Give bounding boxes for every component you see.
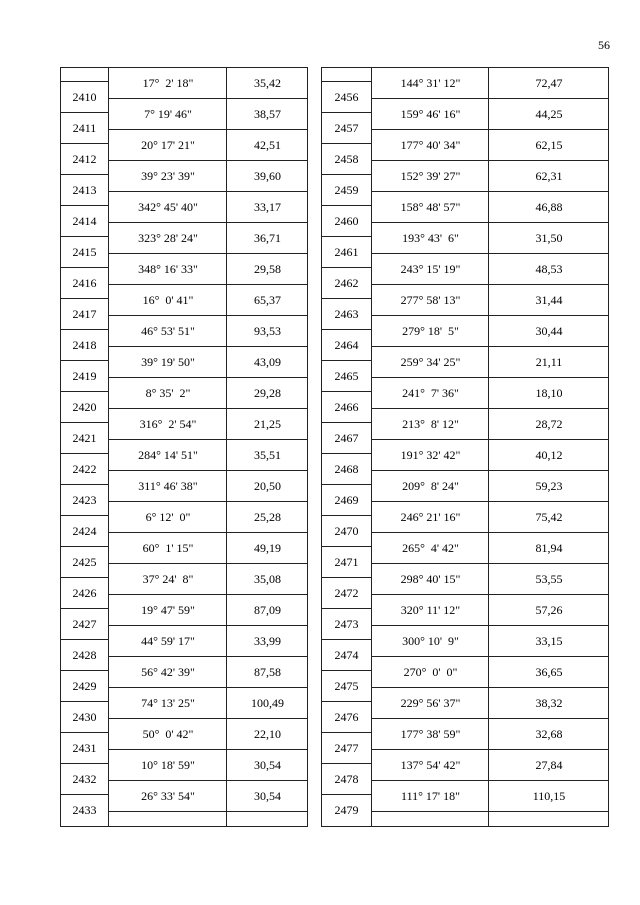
distance-cell: 49,19 — [227, 533, 308, 564]
point-number-cell: 2418 — [61, 330, 108, 361]
point-number-cell: 2476 — [322, 702, 371, 733]
direction-angle-cell: 323° 28' 24" — [109, 223, 227, 254]
point-number-cell: 2468 — [322, 454, 371, 485]
point-number-cell: 2467 — [322, 423, 371, 454]
distance-cell: 43,09 — [227, 347, 308, 378]
point-number-cell: 2415 — [61, 237, 108, 268]
distance-cell: 31,50 — [489, 223, 609, 254]
direction-angle-cell: 270° 0' 0" — [372, 657, 489, 688]
point-number-cell: 2432 — [61, 764, 108, 795]
direction-angle-cell: 209° 8' 24" — [372, 471, 489, 502]
distance-cell: 31,44 — [489, 285, 609, 316]
direction-angle-cell: 19° 47' 59" — [109, 595, 227, 626]
distance-cell: 81,94 — [489, 533, 609, 564]
right-coordinate-table — [321, 67, 609, 827]
distance-cell: 21,25 — [227, 409, 308, 440]
direction-angle-cell: 277° 58' 13" — [372, 285, 489, 316]
point-number-cell: 2478 — [322, 764, 371, 795]
distance-cell: 39,60 — [227, 161, 308, 192]
direction-angle-cell: 177° 40' 34" — [372, 130, 489, 161]
empty-angle-cell — [109, 812, 227, 826]
page-number: 56 — [598, 38, 610, 52]
distance-cell: 35,08 — [227, 564, 308, 595]
distance-cell: 21,11 — [489, 347, 609, 378]
distance-cell: 18,10 — [489, 378, 609, 409]
point-number-cell: 2429 — [61, 671, 108, 702]
direction-angle-cell: 137° 54' 42" — [372, 750, 489, 781]
distance-cell: 44,25 — [489, 99, 609, 130]
distance-cell: 30,44 — [489, 316, 609, 347]
direction-angle-cell: 20° 17' 21" — [109, 130, 227, 161]
distance-cell: 30,54 — [227, 750, 308, 781]
distance-cell: 87,09 — [227, 595, 308, 626]
point-number-cell: 2471 — [322, 547, 371, 578]
point-header-strip — [322, 68, 371, 82]
distance-cell: 38,32 — [489, 688, 609, 719]
angle-column — [371, 68, 489, 826]
point-header-strip — [61, 68, 108, 82]
distance-cell: 27,84 — [489, 750, 609, 781]
distance-column — [226, 68, 308, 826]
point-number-cell: 2428 — [61, 640, 108, 671]
direction-angle-cell: 259° 34' 25" — [372, 347, 489, 378]
distance-cell: 29,28 — [227, 378, 308, 409]
direction-angle-cell: 60° 1' 15" — [109, 533, 227, 564]
direction-angle-cell: 229° 56' 37" — [372, 688, 489, 719]
direction-angle-cell: 10° 18' 59" — [109, 750, 227, 781]
direction-angle-cell: 8° 35' 2" — [109, 378, 227, 409]
point-number-cell: 2424 — [61, 516, 108, 547]
point-number-cell: 2456 — [322, 82, 371, 113]
direction-angle-cell: 265° 4' 42" — [372, 533, 489, 564]
direction-angle-cell: 320° 11' 12" — [372, 595, 489, 626]
distance-cell: 33,17 — [227, 192, 308, 223]
direction-angle-cell: 44° 59' 17" — [109, 626, 227, 657]
distance-cell: 40,12 — [489, 440, 609, 471]
point-column — [322, 68, 371, 826]
direction-angle-cell: 152° 39' 27" — [372, 161, 489, 192]
direction-angle-cell: 17° 2' 18" — [109, 68, 227, 99]
distance-cell: 30,54 — [227, 781, 308, 812]
empty-distance-cell — [227, 812, 308, 826]
direction-angle-cell: 6° 12' 0" — [109, 502, 227, 533]
point-number-cell: 2474 — [322, 640, 371, 671]
point-number-cell: 2417 — [61, 299, 108, 330]
distance-cell: 38,57 — [227, 99, 308, 130]
point-number-cell: 2462 — [322, 268, 371, 299]
direction-angle-cell: 298° 40' 15" — [372, 564, 489, 595]
distance-column — [488, 68, 609, 826]
direction-angle-cell: 342° 45' 40" — [109, 192, 227, 223]
distance-cell: 110,15 — [489, 781, 609, 812]
distance-cell: 36,71 — [227, 223, 308, 254]
direction-angle-cell: 7° 19' 46" — [109, 99, 227, 130]
point-number-cell: 2413 — [61, 175, 108, 206]
distance-cell: 29,58 — [227, 254, 308, 285]
direction-angle-cell: 158° 48' 57" — [372, 192, 489, 223]
left-coordinate-table — [60, 67, 308, 827]
point-number-cell: 2431 — [61, 733, 108, 764]
point-number-cell: 2473 — [322, 609, 371, 640]
point-number-cell: 2470 — [322, 516, 371, 547]
distance-cell: 62,31 — [489, 161, 609, 192]
point-number-cell: 2416 — [61, 268, 108, 299]
distance-cell: 32,68 — [489, 719, 609, 750]
direction-angle-cell: 39° 19' 50" — [109, 347, 227, 378]
point-number-cell: 2458 — [322, 144, 371, 175]
distance-cell: 87,58 — [227, 657, 308, 688]
direction-angle-cell: 279° 18' 5" — [372, 316, 489, 347]
distance-cell: 93,53 — [227, 316, 308, 347]
direction-angle-cell: 243° 15' 19" — [372, 254, 489, 285]
point-number-cell: 2411 — [61, 113, 108, 144]
direction-angle-cell: 193° 43' 6" — [372, 223, 489, 254]
direction-angle-cell: 316° 2' 54" — [109, 409, 227, 440]
distance-cell: 35,42 — [227, 68, 308, 99]
point-number-cell: 2464 — [322, 330, 371, 361]
distance-cell: 35,51 — [227, 440, 308, 471]
point-number-cell: 2465 — [322, 361, 371, 392]
point-number-cell: 2422 — [61, 454, 108, 485]
empty-angle-cell — [372, 812, 489, 826]
distance-cell: 59,23 — [489, 471, 609, 502]
point-number-cell: 2463 — [322, 299, 371, 330]
point-number-cell: 2457 — [322, 113, 371, 144]
direction-angle-cell: 56° 42' 39" — [109, 657, 227, 688]
direction-angle-cell: 50° 0' 42" — [109, 719, 227, 750]
direction-angle-cell: 191° 32' 42" — [372, 440, 489, 471]
angle-column — [108, 68, 227, 826]
distance-cell: 25,28 — [227, 502, 308, 533]
direction-angle-cell: 46° 53' 51" — [109, 316, 227, 347]
direction-angle-cell: 111° 17' 18" — [372, 781, 489, 812]
direction-angle-cell: 177° 38' 59" — [372, 719, 489, 750]
point-number-cell: 2430 — [61, 702, 108, 733]
direction-angle-cell: 39° 23' 39" — [109, 161, 227, 192]
distance-cell: 28,72 — [489, 409, 609, 440]
point-number-cell: 2410 — [61, 82, 108, 113]
point-number-cell: 2426 — [61, 578, 108, 609]
distance-cell: 65,37 — [227, 285, 308, 316]
direction-angle-cell: 159° 46' 16" — [372, 99, 489, 130]
direction-angle-cell: 246° 21' 16" — [372, 502, 489, 533]
distance-cell: 75,42 — [489, 502, 609, 533]
point-number-cell: 2412 — [61, 144, 108, 175]
point-number-cell: 2420 — [61, 392, 108, 423]
point-number-cell: 2459 — [322, 175, 371, 206]
distance-cell: 46,88 — [489, 192, 609, 223]
point-number-cell: 2423 — [61, 485, 108, 516]
direction-angle-cell: 74° 13' 25" — [109, 688, 227, 719]
direction-angle-cell: 241° 7' 36" — [372, 378, 489, 409]
point-number-cell: 2472 — [322, 578, 371, 609]
point-number-cell: 2419 — [61, 361, 108, 392]
direction-angle-cell: 284° 14' 51" — [109, 440, 227, 471]
point-number-cell: 2433 — [72, 802, 97, 817]
direction-angle-cell: 144° 31' 12" — [372, 68, 489, 99]
point-number-cell: 2461 — [322, 237, 371, 268]
direction-angle-cell: 213° 8' 12" — [372, 409, 489, 440]
point-number-cell: 2421 — [61, 423, 108, 454]
distance-cell: 20,50 — [227, 471, 308, 502]
distance-cell: 72,47 — [489, 68, 609, 99]
point-number-cell: 2414 — [61, 206, 108, 237]
direction-angle-cell: 16° 0' 41" — [109, 285, 227, 316]
point-number-cell: 2466 — [322, 392, 371, 423]
point-number-cell: 2475 — [322, 671, 371, 702]
point-number-cell: 2477 — [322, 733, 371, 764]
distance-cell: 33,15 — [489, 626, 609, 657]
direction-angle-cell: 348° 16' 33" — [109, 254, 227, 285]
distance-cell: 57,26 — [489, 595, 609, 626]
point-number-cell: 2460 — [322, 206, 371, 237]
distance-cell: 53,55 — [489, 564, 609, 595]
distance-cell: 48,53 — [489, 254, 609, 285]
point-number-cell: 2427 — [61, 609, 108, 640]
point-number-cell: 2425 — [61, 547, 108, 578]
direction-angle-cell: 311° 46' 38" — [109, 471, 227, 502]
distance-cell: 42,51 — [227, 130, 308, 161]
distance-cell: 22,10 — [227, 719, 308, 750]
empty-distance-cell — [489, 812, 609, 826]
direction-angle-cell: 37° 24' 8" — [109, 564, 227, 595]
distance-cell: 100,49 — [227, 688, 308, 719]
distance-cell: 62,15 — [489, 130, 609, 161]
point-number-cell: 2469 — [322, 485, 371, 516]
point-column — [61, 68, 108, 826]
point-number-cell: 2479 — [334, 802, 359, 817]
distance-cell: 36,65 — [489, 657, 609, 688]
direction-angle-cell: 300° 10' 9" — [372, 626, 489, 657]
direction-angle-cell: 26° 33' 54" — [109, 781, 227, 812]
distance-cell: 33,99 — [227, 626, 308, 657]
